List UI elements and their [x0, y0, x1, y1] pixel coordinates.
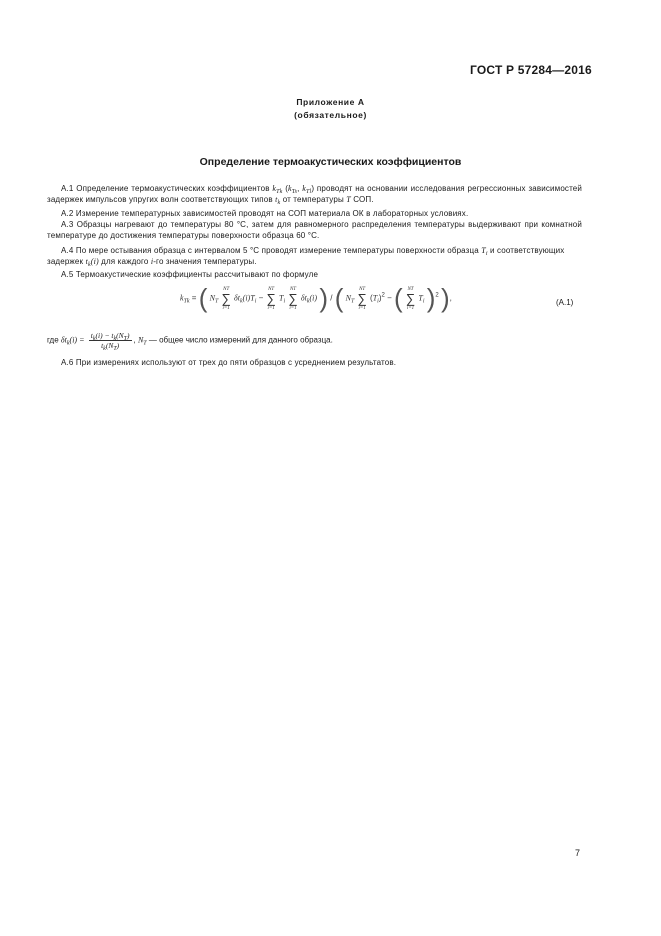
fraction [89, 331, 132, 350]
subscript: Ts [291, 189, 298, 195]
symbol: (i) [90, 257, 99, 266]
subscript: k [240, 298, 243, 305]
subscript: i [283, 298, 286, 305]
text: где [47, 335, 59, 345]
subscript: T [143, 340, 147, 347]
symbol: δt [234, 293, 240, 303]
sum-upper: NT [359, 286, 366, 292]
paragraph-number: А.2 [61, 209, 74, 218]
subscript: i [485, 251, 488, 257]
paragraph-a4 [47, 245, 582, 267]
sum-lower: i=1 [289, 305, 297, 311]
sum-symbol: NT ∑ i=1 [405, 286, 416, 311]
paragraph-a2 [47, 208, 582, 219]
symbol: δt [300, 293, 307, 303]
symbol: (i) = [69, 335, 85, 345]
symbol: k [180, 293, 184, 303]
subscript: i [254, 298, 257, 305]
text: и соответствующих задержек [47, 246, 565, 266]
symbol: T [418, 293, 423, 303]
appendix-heading [0, 96, 661, 122]
symbol: δt [60, 335, 67, 345]
sum-upper: NT [268, 286, 275, 292]
text: для каждого [98, 257, 151, 266]
symbol: T [279, 293, 284, 303]
punctuation: , [449, 293, 452, 303]
text: СОП. [350, 195, 374, 204]
symbol: k [302, 184, 306, 193]
subscript: k [306, 298, 310, 305]
sum-symbol: NT ∑ i=1 [357, 286, 367, 311]
symbol: T [250, 293, 255, 303]
sum-symbol: NT ∑ i=1 [221, 286, 231, 311]
equation-number: (А.1) [556, 298, 574, 307]
paren-open: ( [393, 283, 403, 313]
paragraph-a5 [47, 269, 582, 280]
operator: = [191, 293, 197, 303]
fraction-numerator: $t_k(i) - t_k(N_T)$ [90, 331, 130, 342]
subscript: k [87, 262, 91, 268]
text: -го значения температуры. [153, 257, 257, 266]
text: , [297, 184, 303, 193]
symbol: t [275, 195, 278, 204]
symbol: T [481, 246, 486, 255]
sum-upper: NT [407, 286, 414, 292]
subscript: k [66, 340, 70, 347]
fraction-denominator: $t_k(N_T)$ [101, 341, 120, 352]
symbol: i [150, 257, 154, 266]
sum-lower: i=1 [406, 305, 415, 311]
text: , [133, 335, 138, 345]
appendix-label: Приложение А [296, 97, 365, 107]
operator: / [330, 293, 333, 303]
sum-symbol: NT ∑ i=1 [288, 286, 298, 311]
appendix-status: (обязательное) [294, 110, 367, 120]
text: Определение термоакустических коэффициентов [76, 184, 273, 193]
symbol: (i) [242, 293, 251, 303]
text: По мере остывания образца с интервалом 5 °С проводят измерение температуры поверхности образца [75, 246, 482, 255]
subscript: i [377, 298, 379, 305]
sum-symbol: NT ∑ i=1 [266, 286, 276, 311]
text: Образцы нагревают до температуры 80 °С, затем для равномерного распределения температуры выдерживают при комнатной температуре до достижения температуры поверхности образца 60 °С. [47, 220, 582, 240]
paragraph-number: А.4 [61, 246, 74, 255]
subscript: Tk [183, 298, 190, 305]
superscript: 2 [381, 292, 385, 299]
symbol: T [346, 195, 351, 204]
formula-explanation [47, 331, 582, 350]
subscript: i [422, 298, 425, 305]
sum-upper: NT [223, 286, 230, 292]
paragraph-number: А.6 [61, 358, 74, 367]
operator: − [387, 293, 392, 303]
paren-close: ) [319, 283, 328, 313]
text: При измерениях используют от трех до пяти образцов с усреднением результатов. [75, 358, 397, 367]
subscript: T [214, 298, 219, 305]
paragraph-number: А.1 [61, 184, 74, 193]
paren-close: ) [441, 283, 450, 313]
symbol: N [137, 335, 144, 345]
subscript: k [277, 200, 281, 206]
paren-open: ( [198, 283, 208, 313]
sum-lower: i=1 [358, 305, 366, 311]
paragraph-a3 [47, 219, 582, 241]
paragraph-number: А.3 [61, 220, 74, 229]
subscript: Tl [306, 189, 312, 195]
sum-lower: i=1 [267, 305, 275, 311]
text: Измерение температурных зависимостей проводят на СОП материала ОК в лабораторных условиях. [75, 209, 469, 218]
paragraph-a1 [47, 183, 582, 205]
sum-lower: i=1 [222, 305, 230, 311]
operator: − [258, 293, 264, 303]
symbol: (i) [309, 293, 318, 303]
formula-a1: $k_{Tk}$ = ( $N_T$ NT ∑ i=1 $\delta t_k(i)T_i$ − NT ∑ i=1 $T_i$ NT ∑ i=1 $\delta t_k(i)$ ) / ( $N_T$ NT ∑ i=1 $(T_i)^2$ − ( NT ∑ i=1 $T_i$ )$^2$ ), [180, 283, 452, 313]
paren-close: ) [426, 283, 436, 313]
text: от температуры [280, 195, 347, 204]
symbol: t [85, 257, 88, 266]
paren-open: ( [334, 283, 344, 313]
text: ( [282, 184, 289, 193]
symbol: k [288, 184, 292, 193]
symbol: k [272, 184, 277, 193]
document-id: ГОСТ Р 57284—2016 [470, 63, 592, 77]
text: — общее число измерений для данного образца. [146, 335, 333, 345]
text: Термоакустические коэффициенты рассчитывают по формуле [75, 270, 319, 279]
superscript: 2 [435, 292, 439, 299]
symbol: T [372, 293, 378, 303]
paragraph-number: А.5 [61, 270, 74, 279]
section-title: Определение термоакустических коэффициентов [199, 156, 462, 168]
page-number: 7 [575, 848, 581, 858]
symbol: N [209, 293, 215, 303]
subscript: Tk [276, 189, 283, 195]
subscript: T [350, 298, 355, 305]
sum-upper: NT [289, 286, 297, 292]
symbol: N [345, 293, 351, 303]
paragraph-a6 [47, 357, 582, 368]
text: ) проводят на основании исследования регрессионных зависимостей задержек импульсов упругих волн соответствующих типов [47, 184, 583, 204]
